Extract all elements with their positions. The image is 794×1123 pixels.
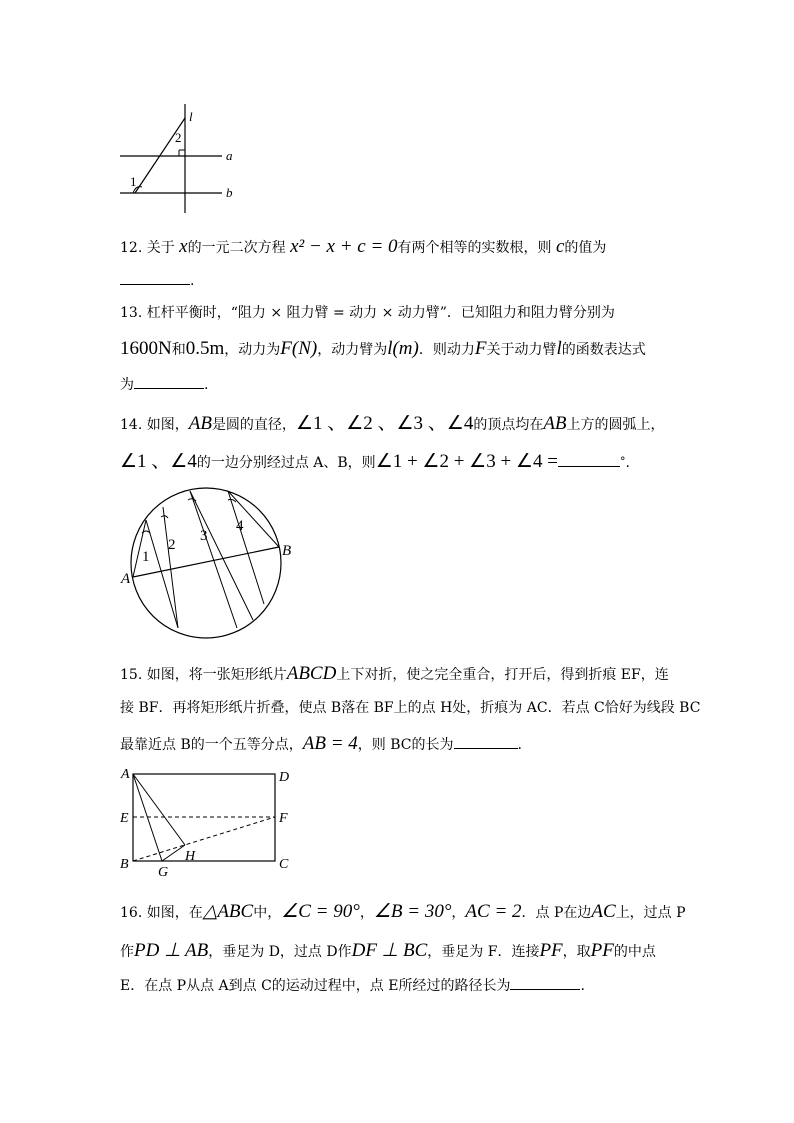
q13-line-1: 13. 杠杆平衡时，“阻力 × 阻力臂 = 动力 × 动力臂”．已知阻力和阻力臂分别为 (120, 305, 615, 321)
rect-point-D: D (279, 770, 290, 785)
line-a-label: a (226, 148, 233, 163)
angle-2-label: 2 (175, 130, 182, 145)
q14-line-2: ∠1 、∠4的一边分别经过点 A、B，则∠1 + ∠2 + ∠3 + ∠4 = °. (120, 451, 630, 472)
q13-line-2: 1600N和0.5m，动力为F(N)，动力臂为l(m)．则动力F关于动力臂l的函数表达式 (120, 338, 646, 359)
q12-answer-line: . (120, 270, 194, 291)
q14-line-1: 14. 如图，AB是圆的直径，∠1 、∠2 、∠3 、∠4的顶点均在AB上方的圆弧上， (120, 413, 665, 434)
line-b-label: b (226, 185, 233, 200)
angle-1-label: 1 (130, 174, 137, 189)
q16-line-1: 16. 如图，在△ABC中，∠C = 90°，∠B = 30°，AC = 2．点 P在边AC上，过点 P (120, 901, 686, 922)
rect-point-C: C (279, 857, 289, 872)
rect-point-H: H (185, 849, 196, 864)
line-l-label: l (189, 109, 193, 124)
circle-angle-2: 2 (168, 537, 176, 553)
rect-point-G: G (158, 865, 169, 880)
q13-line-3: 为 . (120, 374, 208, 395)
rect-point-B: B (120, 857, 129, 872)
q12-line-1: 12. 关于 x的一元二次方程 x² − x + c = 0有两个相等的实数根，则 c的值为 (120, 236, 607, 257)
circle-angle-3: 3 (200, 528, 208, 544)
q16-line-2: 作PD ⊥ AB，垂足为 D，过点 D作DF ⊥ BC，垂足为 F．连接PF，取PF的中点 (120, 940, 656, 961)
rect-point-E: E (120, 811, 129, 826)
circle-point-A: A (121, 571, 131, 587)
circle-angle-1: 1 (142, 549, 150, 565)
q15-line-1: 15. 如图，将一张矩形纸片ABCD上下对折，使之完全重合，打开后，得到折痕 EF，连 (120, 663, 669, 684)
circle-point-B: B (282, 543, 292, 559)
circle-angle-4: 4 (236, 518, 244, 534)
q15-line-3: 最靠近点 B的一个五等分点，AB = 4，则 BC的长为 . (120, 733, 522, 754)
q16-answer-blank (510, 975, 580, 990)
q15-line-2: 接 BF．再将矩形纸片折叠，使点 B落在 BF上的点 H处，折痕为 AC．若点 C恰好为线段 BC (120, 700, 701, 716)
rect-point-F: F (279, 811, 288, 826)
q16-line-3: E．在点 P从点 A到点 C的运动过程中，点 E所经过的路径长为 . (120, 975, 585, 996)
rect-point-A: A (121, 767, 130, 782)
